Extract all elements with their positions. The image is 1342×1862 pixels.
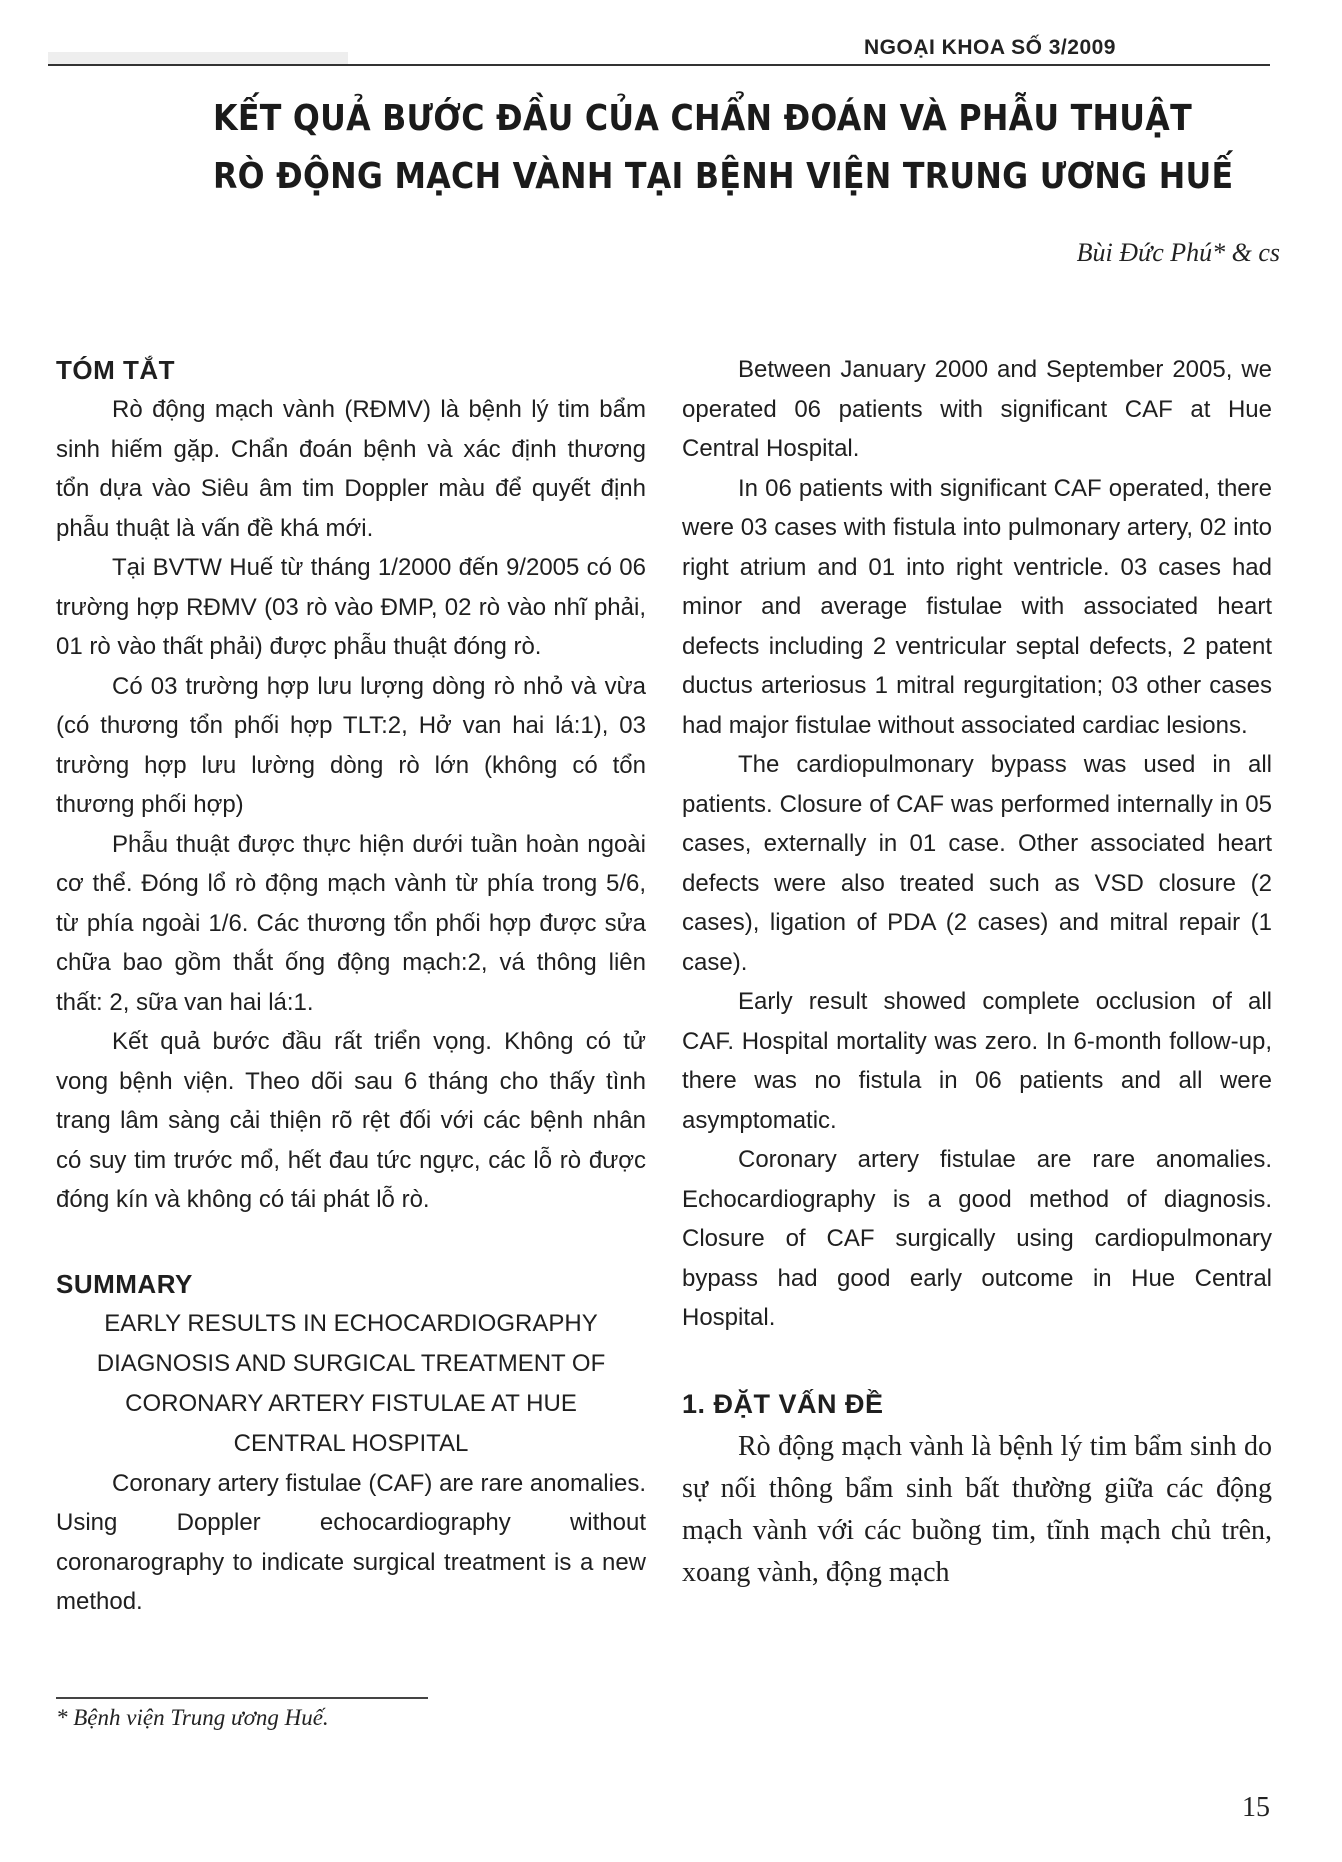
abstract-heading: TÓM TẮT — [56, 355, 176, 385]
running-header — [0, 36, 1270, 60]
summary-paragraph: Coronary artery fistulae are rare anomalies. Echocardiography is a good method of diagnosis. Closure of CAF surgically using cardiopulmonary bypass had good early outcome in Hue Central Hospital. — [682, 1146, 1272, 1331]
page-number: 15 — [1242, 1792, 1270, 1823]
summary-title: EARLY RESULTS IN ECHOCARDIOGRAPHY DIAGNOSIS AND SURGICAL TREATMENT OF CORONARY ARTERY FISTULAE AT HUE CENTRAL HOSPITAL — [96, 1309, 606, 1457]
summary-paragraph: In 06 patients with significant CAF operated, there were 03 cases with fistula into pulmonary artery, 02 into right atrium and 01 into right ventricle. 03 cases had minor and average fistulae with associated heart defects including 2 ventricular septal defects, 2 patent ductus arteriosus 1 mitral regurgitation; 03 other cases had major fistulae without associated cardiac lesions. — [682, 474, 1272, 739]
authors: Bùi Đức Phú* & cs — [1076, 238, 1280, 267]
abstract-paragraph: Tại BVTW Huế từ tháng 1/2000 đến 9/2005 có 06 trường hợp RĐMV (03 rò vào ĐMP, 02 rò vào nhĩ phải, 01 rò vào thất phải) được phẫu thuật đóng rò. — [56, 554, 646, 660]
summary-paragraph: Coronary artery fistulae (CAF) are rare anomalies. Using Doppler echocardiography without coronarography to indicate surgical treatment is a new method. — [56, 1469, 646, 1615]
title-line-1: KẾT QUẢ BƯỚC ĐẦU CỦA CHẨN ĐOÁN VÀ PHẪU THUẬT — [213, 98, 1192, 139]
section-1-paragraph: Rò động mạch vành là bệnh lý tim bẩm sinh do sự nối thông bẩm sinh bất thường giữa các động mạch vành với các buồng tim, tĩnh mạch chủ trên, xoang vành, động mạch — [682, 1430, 1272, 1588]
abstract-paragraph: Kết quả bước đầu rất triển vọng. Không có tử vong bệnh viện. Theo dõi sau 6 tháng cho thấy tình trang lâm sàng cải thiện rõ rệt đối với các bệnh nhân có suy tim trước mổ, hết đau tức ngực, các lỗ rò được đóng kín và không có tái phát lỗ rò. — [56, 1028, 646, 1213]
title-line-2: RÒ ĐỘNG MẠCH VÀNH TẠI BỆNH VIỆN TRUNG ƯƠNG HUẾ — [213, 156, 1234, 197]
section-1-heading: 1. ĐẶT VẤN ĐỀ — [682, 1388, 884, 1419]
summary-paragraph: The cardiopulmonary bypass was used in all patients. Closure of CAF was performed internally in 05 cases, externally in 01 case. Other associated heart defects were also treated such as VSD closure (2 cases), ligation of PDA (2 cases) and mitral repair (1 case). — [682, 751, 1272, 976]
abstract-paragraph: Có 03 trường hợp lưu lượng dòng rò nhỏ và vừa (có thương tổn phối hợp TLT:2, Hở van hai lá:1), 03 trường hợp lưu lường dòng rò lớn (không có tổn thương phối hợp) — [56, 672, 646, 818]
summary-heading: SUMMARY — [56, 1268, 193, 1299]
abstract-paragraph: Rò động mạch vành (RĐMV) là bệnh lý tim bẩm sinh hiếm gặp. Chẩn đoán bệnh và xác định thương tổn dựa vào Siêu âm tim Doppler màu để quyết định phẫu thuật là vấn đề khá mới. — [56, 396, 646, 542]
summary-paragraph: Early result showed complete occlusion of all CAF. Hospital mortality was zero. In 6-month follow-up, there was no fistula in 06 patients and all were asymptomatic. — [682, 988, 1272, 1134]
footnote-rule — [56, 1697, 428, 1699]
header-rule — [48, 64, 1270, 66]
right-column — [682, 350, 1272, 1594]
article-title — [213, 90, 1234, 206]
left-column — [56, 350, 646, 1622]
abstract-paragraph: Phẫu thuật được thực hiện dưới tuần hoàn ngoài cơ thể. Đóng lổ rò động mạch vành từ phía trong 5/6, từ phía ngoài 1/6. Các thương tổn phối hợp được sửa chữa bao gồm thắt ống động mạch:2, vá thông liên thất: 2, sữa van hai lá:1. — [56, 830, 646, 1016]
summary-paragraph: Between January 2000 and September 2005, we operated 06 patients with significant CAF at Hue Central Hospital. — [682, 356, 1272, 462]
footnote: * Bệnh viện Trung ương Huế. — [56, 1705, 329, 1730]
running-header-text: NGOẠI KHOA SỐ 3/2009 — [864, 36, 1116, 59]
